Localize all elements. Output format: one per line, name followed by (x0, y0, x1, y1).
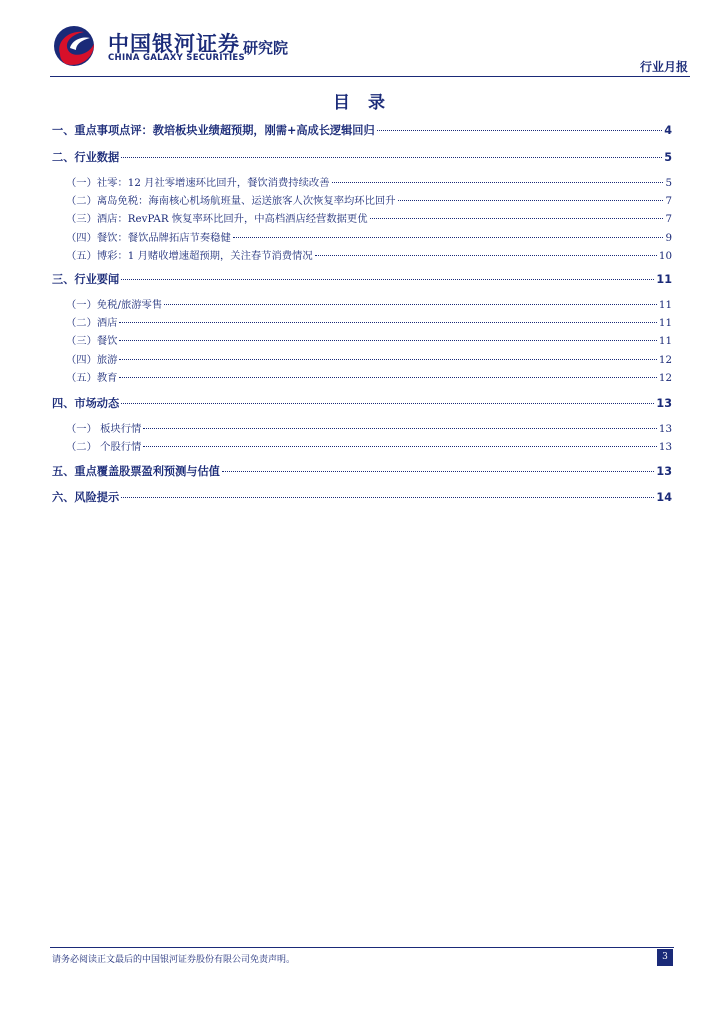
toc-entry-page: 5 (664, 151, 672, 164)
toc-entry-label: （一） 板块行情 (66, 423, 142, 435)
toc-entry-label: （五）博彩：1 月赌收增速超预期，关注春节消费情况 (66, 250, 313, 262)
toc-entry-page: 11 (658, 317, 672, 329)
toc-leader-dots (119, 340, 656, 341)
toc-entry-label: （三）餐饮 (66, 335, 118, 347)
toc-entry-page: 13 (658, 441, 672, 453)
galaxy-logo-icon (50, 24, 100, 68)
toc-leader-dots (370, 218, 664, 219)
brand-name-en: CHINA GALAXY SECURITIES (108, 53, 245, 63)
toc-entry-label: （三）酒店：RevPAR 恢复率环比回升，中高档酒店经营数据更优 (66, 213, 368, 225)
toc-entry-label: 五、重点覆盖股票盈利预测与估值 (52, 465, 220, 478)
toc-subsection-link[interactable] (66, 210, 672, 226)
toc-entry-page: 12 (658, 372, 672, 384)
toc-entry-label: 三、行业要闻 (52, 273, 120, 286)
toc-section-link[interactable] (52, 489, 672, 505)
toc-leader-dots (332, 182, 664, 183)
toc-entry-page: 13 (656, 465, 672, 478)
institute-label: 研究院 (243, 39, 289, 57)
toc-entry-page: 4 (664, 124, 672, 137)
toc-entry-page: 13 (658, 423, 672, 435)
toc-entry-label: （四）旅游 (66, 354, 118, 366)
toc-leader-dots (315, 255, 657, 256)
toc-entry-label: 二、行业数据 (52, 151, 120, 164)
toc-leader-dots (143, 428, 657, 429)
footer-divider (50, 947, 674, 948)
toc-subsection-link[interactable] (66, 174, 672, 190)
toc-leader-dots (121, 279, 654, 280)
toc-entry-label: （二） 个股行情 (66, 441, 142, 453)
toc-entry-page: 10 (658, 250, 672, 262)
toc-subsection-link[interactable] (66, 314, 672, 330)
toc-entry-label: （四）餐饮：餐饮品牌拓店节奏稳健 (66, 232, 231, 244)
toc-entry-page: 9 (665, 232, 672, 244)
toc-section-link[interactable] (52, 122, 672, 138)
toc-subsection-link[interactable] (66, 247, 672, 263)
toc-subsection-link[interactable] (66, 369, 672, 385)
toc-leader-dots (121, 157, 662, 158)
toc-entry-label: （五）教育 (66, 372, 118, 384)
toc-subsection-link[interactable] (66, 229, 672, 245)
toc-subsection-link[interactable] (66, 351, 672, 367)
toc-subsection-link[interactable] (66, 438, 672, 454)
toc-leader-dots (119, 377, 656, 378)
toc-subsection-link[interactable] (66, 332, 672, 348)
page-header (0, 0, 724, 80)
toc-section-link[interactable] (52, 395, 672, 411)
toc-entry-page: 12 (658, 354, 672, 366)
toc-leader-dots (377, 130, 663, 131)
report-type: 行业月报 (639, 60, 688, 74)
toc-entry-page: 11 (658, 299, 672, 311)
toc-entry-label: （一）免税/旅游零售 (66, 299, 163, 311)
toc-entry-page: 7 (665, 195, 672, 207)
toc-section-link[interactable] (52, 149, 672, 165)
toc-subsection-link[interactable] (66, 192, 672, 208)
toc-entry-page: 14 (656, 491, 672, 504)
brand-name-cn: 中国银河证券 (108, 32, 240, 56)
toc-entry-page: 5 (665, 177, 672, 189)
toc-leader-dots (222, 471, 655, 472)
toc-entry-page: 13 (656, 397, 672, 410)
toc-leader-dots (121, 403, 654, 404)
toc-entry-page: 7 (665, 213, 672, 225)
toc-entry-label: 四、市场动态 (52, 397, 120, 410)
toc-leader-dots (233, 237, 664, 238)
toc-leader-dots (398, 200, 664, 201)
toc-leader-dots (119, 322, 656, 323)
toc-entry-label: 一、重点事项点评：教培板块业绩超预期，刚需+高成长逻辑回归 (52, 124, 375, 137)
toc-entry-page: 11 (656, 273, 672, 286)
page-number: 3 (657, 949, 673, 966)
footer-disclaimer: 请务必阅读正文最后的中国银河证券股份有限公司免责声明。 (52, 955, 296, 965)
toc-subsection-link[interactable] (66, 296, 672, 312)
toc-entry-label: （二）离岛免税：海南核心机场航班量、运送旅客人次恢复率均环比回升 (66, 195, 396, 207)
toc-subsection-link[interactable] (66, 420, 672, 436)
toc-title: 目 录 (333, 93, 391, 113)
toc-section-link[interactable] (52, 463, 672, 479)
toc-section-link[interactable] (52, 271, 672, 287)
toc-entry-label: 六、风险提示 (52, 491, 120, 504)
toc-leader-dots (121, 497, 654, 498)
toc-entry-label: （一）社零：12 月社零增速环比回升，餐饮消费持续改善 (66, 177, 330, 189)
toc-entry-page: 11 (658, 335, 672, 347)
toc-entry-label: （二）酒店 (66, 317, 118, 329)
header-divider (50, 76, 690, 77)
toc-leader-dots (164, 304, 657, 305)
toc-leader-dots (143, 446, 657, 447)
toc-leader-dots (119, 359, 656, 360)
